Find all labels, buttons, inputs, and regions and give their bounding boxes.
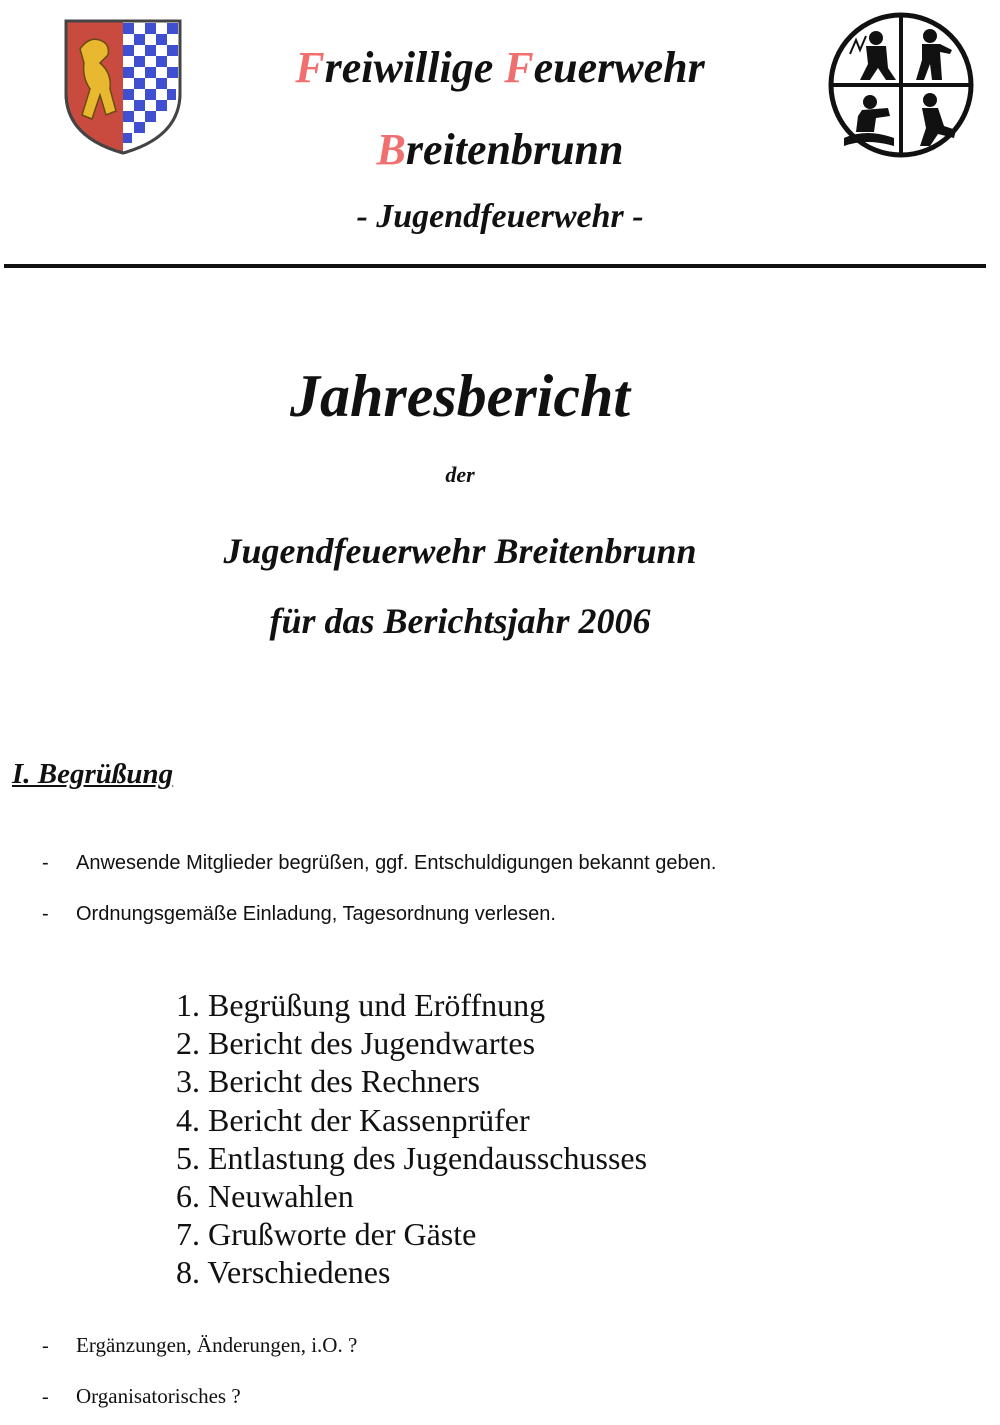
section-heading-begruessung: I. Begrüßung: [12, 758, 174, 790]
org-initial-f1: F: [295, 43, 325, 92]
org-town-rest: reitenbrunn: [405, 125, 624, 174]
bullet-text: Ordnungsgemäße Einladung, Tagesordnung verlesen.: [76, 903, 556, 925]
org-word-rest2: euerwehr: [533, 43, 705, 92]
org-word-rest1: reiwillige: [324, 43, 505, 92]
list-item: [42, 852, 716, 875]
firefighter-emblem-icon: [826, 10, 976, 160]
org-initial-f2: F: [504, 43, 534, 92]
agenda-list: [176, 986, 647, 1292]
agenda-item: 1. Begrüßung und Eröffnung: [176, 987, 546, 1023]
agenda-item: 7. Grußworte der Gäste: [176, 1216, 477, 1253]
agenda-item: 5. Entlastung des Jugendausschusses: [176, 1139, 648, 1176]
bullet-text: Anwesende Mitglieder begrüßen, ggf. Entschuldigungen bekannt geben.: [76, 852, 717, 874]
agenda-item: 8. Verschiedenes: [176, 1254, 391, 1291]
list-item: [42, 903, 556, 926]
bullet-dash: -: [42, 1335, 49, 1357]
org-initial-b: B: [376, 125, 406, 174]
org-name-line1: [180, 42, 820, 93]
agenda-item: 6. Neuwahlen: [176, 1178, 354, 1215]
agenda-item: 3. Bericht des Rechners: [176, 1063, 480, 1100]
org-name-line2: [180, 124, 820, 175]
bullet-text: Organisatorisches ?: [76, 1384, 241, 1408]
report-subtitle-year: für das Berichtsjahr 2006: [269, 601, 651, 641]
coat-of-arms-icon: [60, 15, 186, 157]
bullet-dash: -: [42, 852, 49, 874]
report-title-connector: der: [445, 462, 475, 487]
bullet-text: Ergänzungen, Änderungen, i.O. ?: [76, 1333, 358, 1357]
list-item: [42, 1384, 241, 1409]
list-item: [42, 1333, 357, 1358]
header-divider: [4, 264, 986, 268]
org-subtitle: - Jugendfeuerwehr -: [356, 198, 644, 235]
bullet-dash: -: [42, 903, 49, 925]
report-title: Jahresbericht: [289, 363, 631, 429]
agenda-item: 4. Bericht der Kassenprüfer: [176, 1101, 530, 1138]
bullet-dash: -: [42, 1386, 49, 1408]
agenda-item: 2. Bericht des Jugendwartes: [176, 1025, 536, 1062]
report-subtitle-org: Jugendfeuerwehr Breitenbrunn: [223, 531, 697, 571]
